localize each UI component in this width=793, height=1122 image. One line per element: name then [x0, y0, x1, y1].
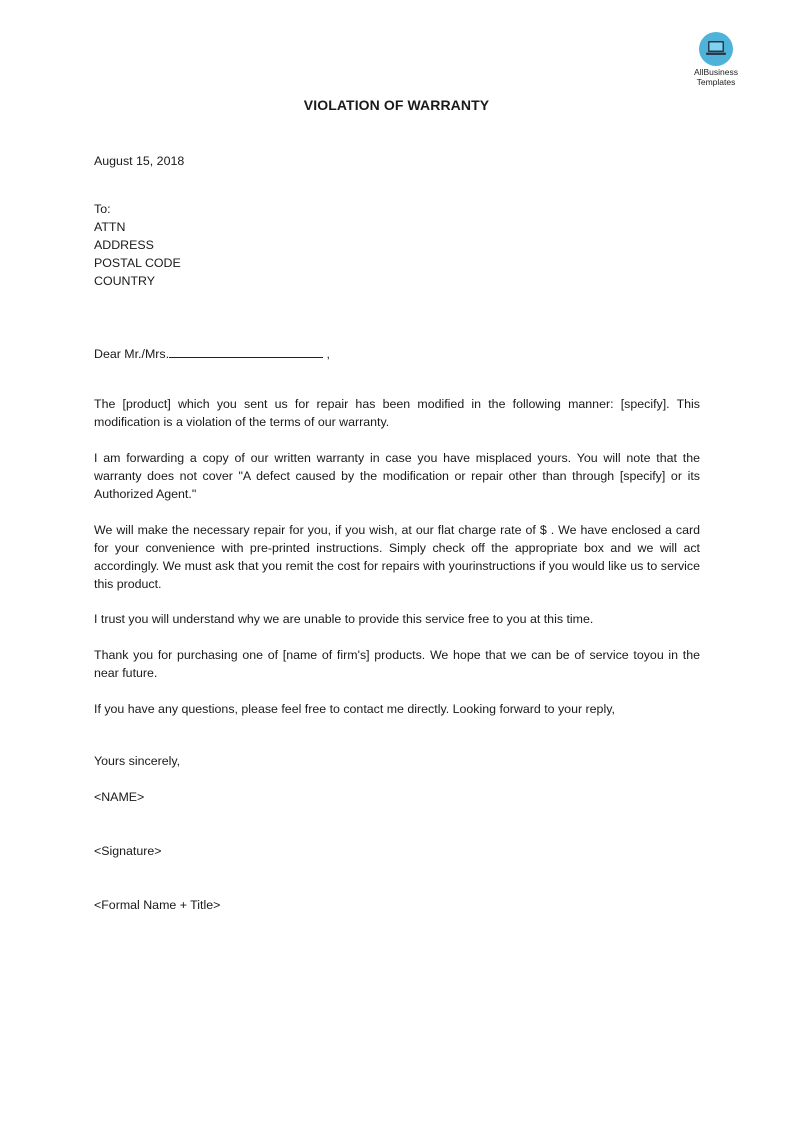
formal-name-title: <Formal Name + Title>: [94, 898, 221, 912]
brand-logo: [686, 32, 746, 87]
recipient-country: COUNTRY: [94, 274, 156, 288]
recipient-address: ADDRESS: [94, 238, 154, 252]
body-paragraph: The [product] which you sent us for repair has been modified in the following manner: [specify]. This modification is a violation of the terms of our warranty.: [94, 397, 700, 429]
recipient-attn: ATTN: [94, 220, 126, 234]
recipient-postal-code: POSTAL CODE: [94, 256, 181, 270]
salutation: [94, 345, 330, 363]
document-title: VIOLATION OF WARRANTY: [303, 97, 490, 113]
sender-name: <NAME>: [94, 790, 145, 804]
body-paragraph: I am forwarding a copy of our written warranty in case you have misplaced yours. You will note that the warranty does not cover "A defect caused by the modification or repair other than through [specify] or its Authorized Agent.": [94, 451, 700, 501]
body-paragraph: If you have any questions, please feel free to contact me directly. Looking forward to your reply,: [94, 702, 615, 716]
letter-date: August 15, 2018: [94, 154, 185, 168]
signature-placeholder: <Signature>: [94, 844, 162, 858]
salutation-prefix: Dear Mr./Mrs.: [94, 347, 170, 361]
salutation-suffix: ,: [323, 347, 330, 361]
body-paragraph: I trust you will understand why we are unable to provide this service free to you at this time.: [94, 612, 594, 626]
name-blank-line: [169, 345, 323, 358]
closing: Yours sincerely,: [94, 754, 181, 768]
logo-line-2: Templates: [696, 76, 736, 87]
logo-line-1: AllBusiness: [694, 67, 738, 77]
body-paragraph: We will make the necessary repair for you, if you wish, at our flat charge rate of $ . We have enclosed a card for your convenience with pre-printed instructions. Simply check off the appropriate box and we will act accordingly. We must ask that you remit the cost for repairs with yourinstructions if you would like us to service this product.: [94, 523, 700, 591]
recipient-to: To:: [94, 202, 111, 216]
body-paragraph: Thank you for purchasing one of [name of firm's] products. We hope that we can be of service toyou in the near future.: [94, 648, 700, 680]
laptop-icon: [699, 32, 733, 66]
